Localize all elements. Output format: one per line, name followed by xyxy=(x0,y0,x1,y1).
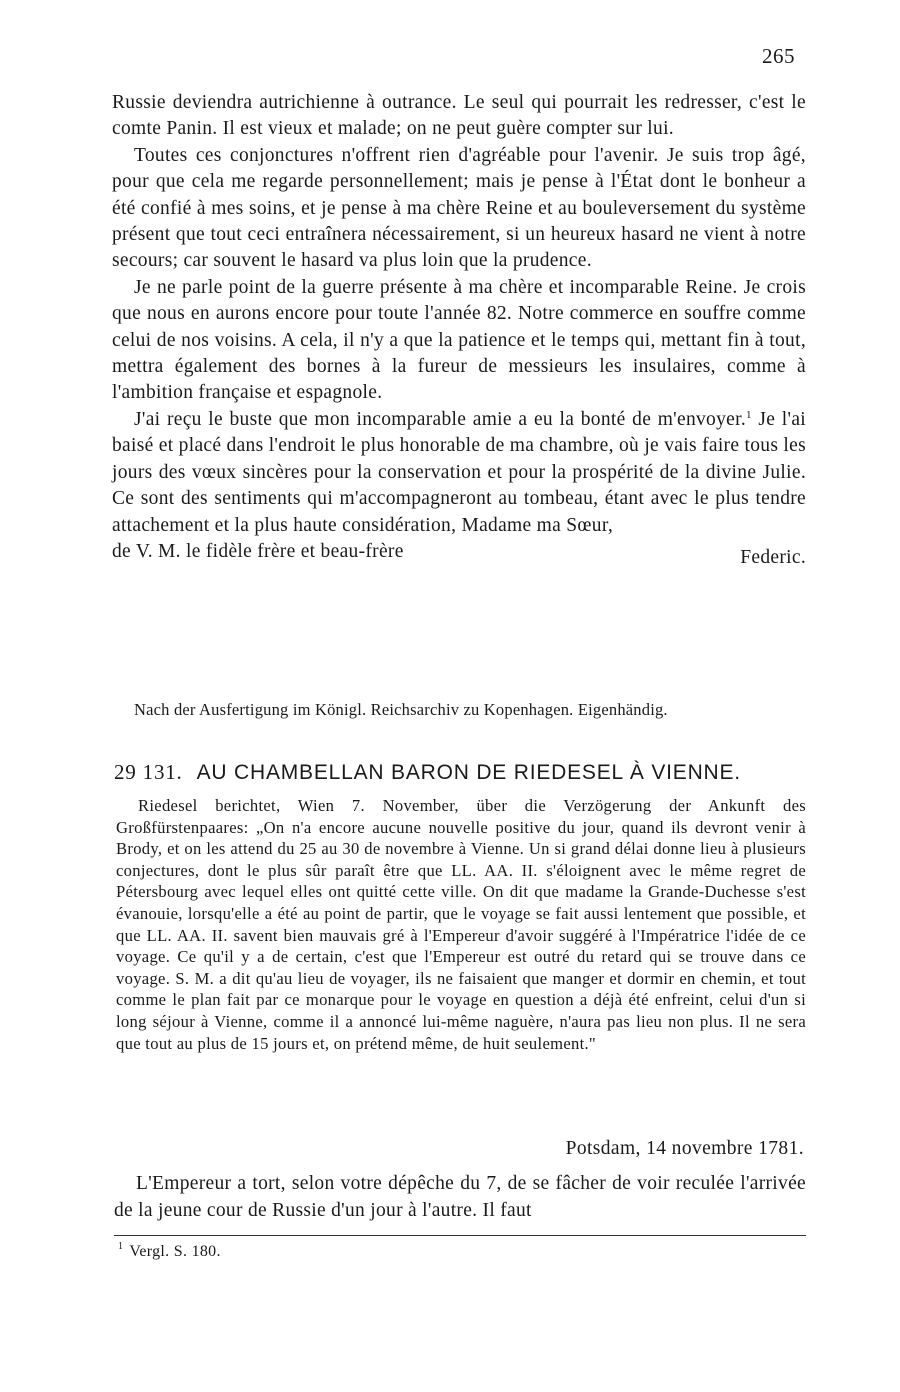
footnote-text: Vergl. S. 180. xyxy=(129,1243,221,1260)
paragraph-4-start: J'ai reçu le buste que mon incomparable amie a eu la bonté de m'envoyer. xyxy=(134,408,746,430)
paragraph-4 xyxy=(112,407,806,539)
report-summary xyxy=(116,795,806,1054)
paragraph-4-continued: Je l'ai baisé et placé dans l'endroit le plus honorable de ma chambre, où je vais faire tous les jours des vœux sincères pour la conservation et pour la prospérité de la divine Julie. Ce sont des sentiments qui m'accompagneront au tombeau, étant avec le plus tendre attachement et la plus haute considération, Madame ma Sœur, xyxy=(112,408,806,536)
footnote-marker: 1 xyxy=(118,1241,124,1252)
letter-2-paragraph: L'Empereur a tort, selon votre dépêche du 7, de se fâcher de voir reculée l'arrivée de la jeune cour de Russie d'un jour à l'autre. Il faut xyxy=(114,1173,806,1221)
paragraph-3: Je ne parle point de la guerre présente à ma chère et incomparable Reine. Je crois que nous en aurons encore pour toute l'année 82. Notre commerce en souffre comme celui de nos voisins. A cela, il n'y a que la patience et le temps qui, mettant fin à tout, mettra également des bornes à la fureur de messieurs les insulaires, comme à l'ambition française et espagnole. xyxy=(112,276,806,404)
letter-heading xyxy=(114,760,808,785)
summary-text: Riedesel berichtet, Wien 7. November, über die Verzögerung der Ankunft des Großfürstenpaares: „On n'a encore aucune nouvelle positive du jour, quand ils devront venir à Brody, et on les attend du 25 au 30 de novembre à Vienne. Un si grand délai donne lieu à plusieurs conjectures, dont le plus sûr paraît être que LL. AA. II. s'éloignent avec le même regret de Pétersbourg avec lequel elles ont quitté cette ville. On dit que madame la Grande-Duchesse s'est évanouie, lorsqu'elle a été au point de partir, que le voyage se fait aussi lentement que possible, et que LL. AA. II. savent bien mauvais gré à l'Empereur d'avoir suggéré à l'Impératrice l'idée de ce voyage. Ce qu'il y a de certain, c'est que l'Empereur est outré du retard qui se trouve dans ce voyage. S. M. a dit qu'au lieu de voyager, ils ne faisaient que manger et dormir en chemin, et tout comme le plan fait par ce monarque pour le voyage en question a déjà été enfreint, celui d'un si long séjour à Vienne, comme il a annoncé lui-même naguère, n'aura pas lieu non plus. Il ne sera que tout au plus de 15 jours et, on prétend même, de huit seulement." xyxy=(116,796,806,1053)
paragraph-2: Toutes ces conjonctures n'offrent rien d'agréable pour l'avenir. Je suis trop âgé, pour que cela me regarde personnellement; mais je pense à l'État dont le bonheur a été confié à mes soins, et je pense à ma chère Reine et au bouleversement du système présent que tout ceci entraînera nécessairement, si un heureux hasard ne vient à notre secours; car souvent le hasard va plus loin que la prudence. xyxy=(112,144,806,272)
closing-line xyxy=(112,539,806,568)
letter-title: AU CHAMBELLAN BARON DE RIEDESEL À VIENNE. xyxy=(196,761,741,784)
page-number: 265 xyxy=(762,44,795,68)
letter-body xyxy=(112,90,806,568)
source-note: Nach der Ausfertigung im Königl. Reichsarchiv zu Kopenhagen. Eigenhändig. xyxy=(134,700,668,719)
dateline: Potsdam, 14 novembre 1781. xyxy=(565,1138,804,1159)
footnote-rule xyxy=(114,1235,806,1236)
signature: Federic. xyxy=(740,546,806,568)
closing-formula: de V. M. le fidèle frère et beau-frère xyxy=(112,540,404,562)
footnote xyxy=(118,1243,221,1261)
paragraph-1: Russie deviendra autrichienne à outrance. Le seul qui pourrait les redresser, c'est le comte Panin. Il est vieux et malade; on ne peut guère compter sur lui. xyxy=(112,92,806,140)
footnote-reference: 1 xyxy=(746,408,752,421)
letter-2-body xyxy=(114,1170,806,1224)
letter-number: 29 131. xyxy=(114,760,183,784)
